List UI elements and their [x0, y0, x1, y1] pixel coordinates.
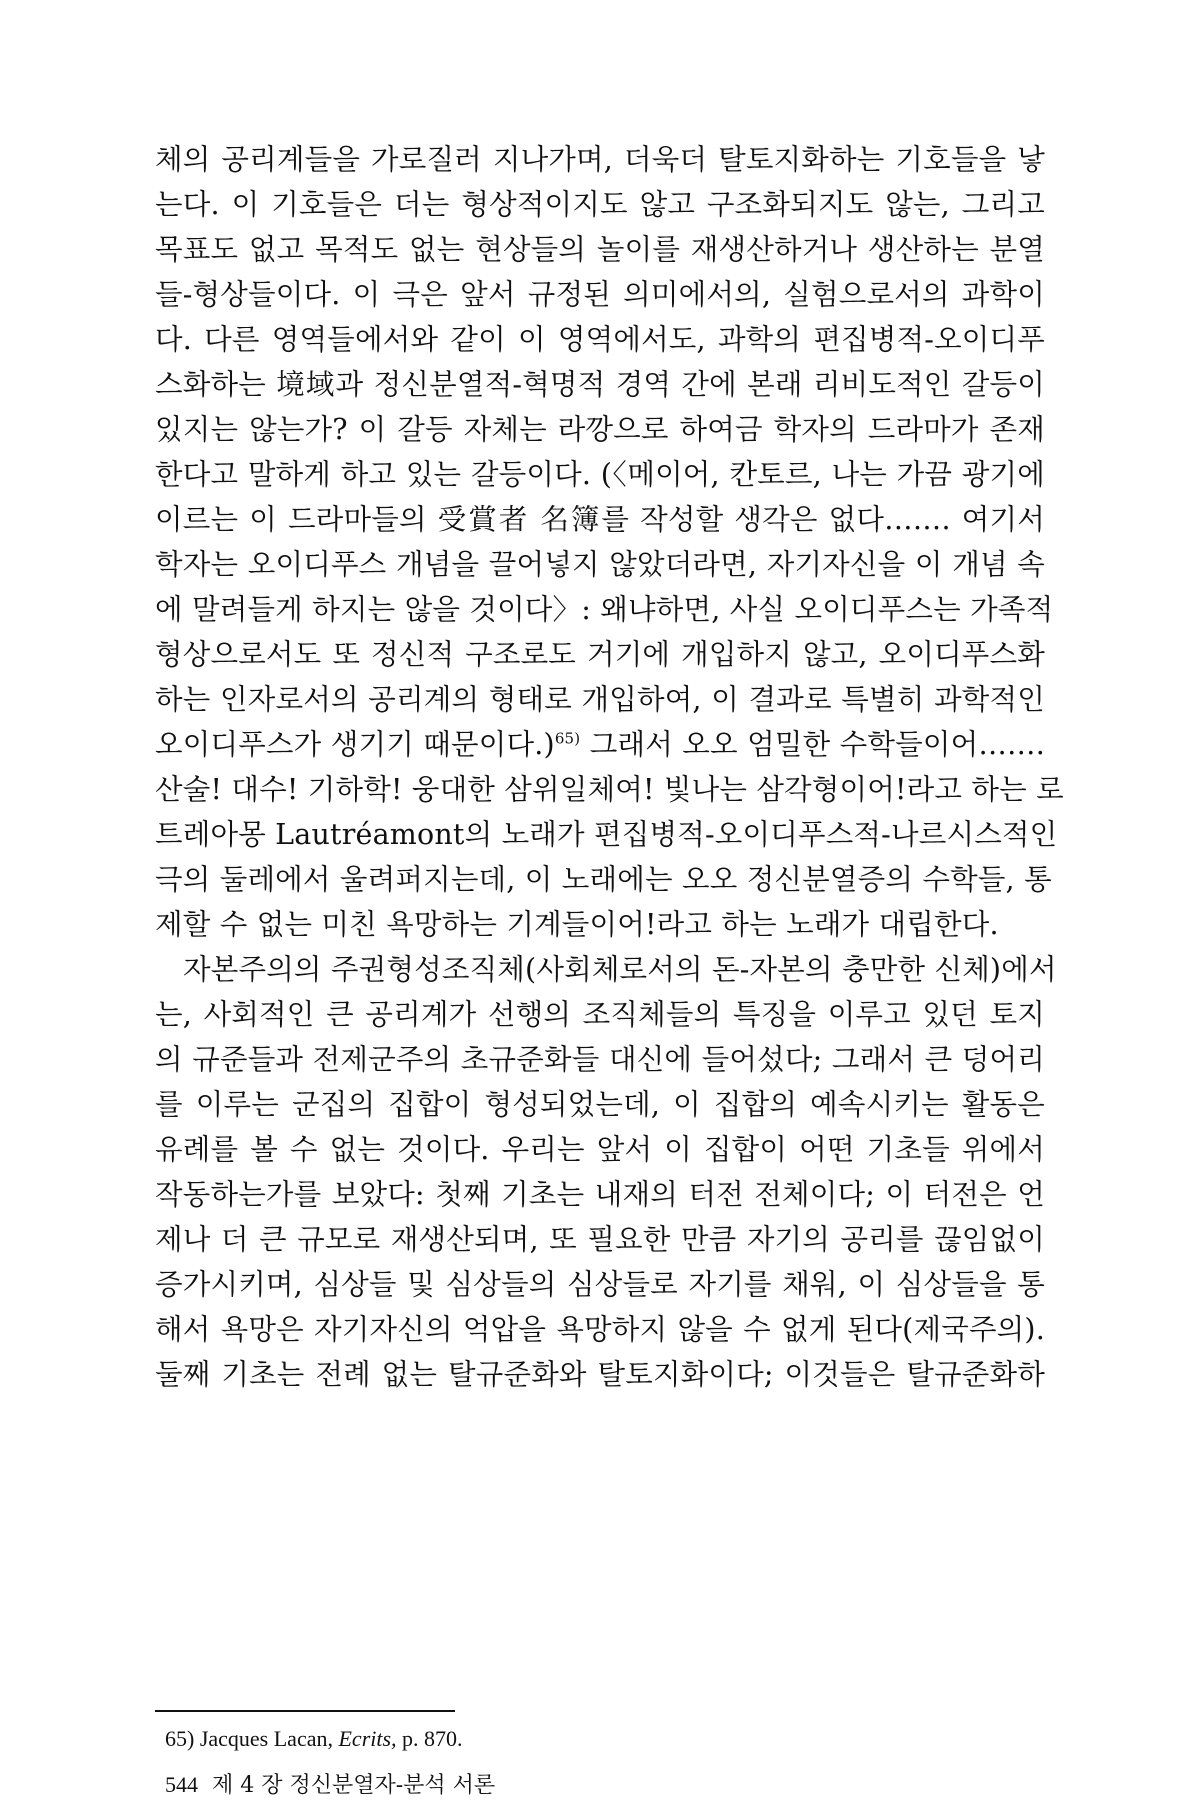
text-line: 의 규준들과 전제군주의 초규준화들 대신에 들어섰다; 그래서 큰 덩어리 — [155, 1043, 1045, 1076]
text-line: 형상으로서도 또 정신적 구조로도 거기에 개입하지 않고, 오이디푸스화 — [155, 638, 1045, 671]
text-line: 들-형상들이다. 이 극은 앞서 규정된 의미에서의, 실험으로서의 과학이 — [155, 278, 1045, 311]
text-line: 는, 사회적인 큰 공리계가 선행의 조직체들의 특징을 이루고 있던 토지 — [155, 998, 1045, 1031]
running-footer — [165, 1772, 495, 1798]
text-line: 둘째 기초는 전례 없는 탈규준화와 탈토지화이다; 이것들은 탈규준화하 — [155, 1358, 1045, 1391]
page-number: 544 — [165, 1772, 198, 1797]
text-line: 다. 다른 영역들에서와 같이 이 영역에서도, 과학의 편집병적-오이디푸 — [155, 323, 1045, 356]
text-line: 를 이루는 군집의 집합이 형성되었는데, 이 집합의 예속시키는 활동은 — [155, 1088, 1045, 1121]
text-line: 스화하는 境域과 정신분열적-혁명적 경역 간에 본래 리비도적인 갈등이 — [155, 368, 1045, 401]
text-line: 자본주의의 주권형성조직체(사회체로서의 돈-자본의 충만한 신체)에서 — [183, 953, 1057, 986]
text-line: 해서 욕망은 자기자신의 억압을 욕망하지 않을 수 없게 된다(제국주의). — [155, 1313, 1045, 1346]
text-line: 하는 인자로서의 공리계의 형태로 개입하여, 이 결과로 특별히 과학적인 — [155, 683, 1045, 716]
text-line: 트레아몽 Lautréamont의 노래가 편집병적-오이디푸스적-나르시스적인 — [155, 818, 1058, 851]
text-line: 는다. 이 기호들은 더는 형상적이지도 않고 구조화되지도 않는, 그리고 — [155, 188, 1045, 221]
footnote-author: Jacques Lacan, — [199, 1726, 333, 1751]
text-line: 에 말려들게 하지는 않을 것이다〉: 왜냐하면, 사실 오이디푸스는 가족적 — [155, 593, 1054, 626]
text-line: 작동하는가를 보았다: 첫째 기초는 내재의 터전 전체이다; 이 터전은 언 — [155, 1178, 1045, 1211]
chapter-title: 제 4 장 정신분열자-분석 서론 — [212, 1773, 496, 1798]
text-line: 한다고 말하게 하고 있는 갈등이다. (〈메이어, 칸토르, 나는 가끔 광기에 — [155, 458, 1045, 491]
text-segment: 그래서 오오 엄밀한 수학들이어……. — [589, 728, 1045, 761]
text-line: 유례를 볼 수 없는 것이다. 우리는 앞서 이 집합이 어떤 기초들 위에서 — [155, 1133, 1045, 1166]
text-line: 증가시키며, 심상들 및 심상들의 심상들로 자기를 채워, 이 심상들을 통 — [155, 1268, 1045, 1301]
text-line: 제할 수 없는 미친 욕망하는 기계들이어!라고 하는 노래가 대립한다. — [155, 908, 999, 941]
text-segment: 오이디푸스가 생기기 때문이다.) — [155, 728, 555, 761]
footnote-reference: 65) — [554, 729, 581, 748]
text-line: 이르는 이 드라마들의 受賞者 名簿를 작성할 생각은 없다……. 여기서 — [155, 503, 1045, 536]
text-line: 체의 공리계들을 가로질러 지나가며, 더욱더 탈토지화하는 기호들을 낳 — [155, 143, 1045, 176]
text-line: 극의 둘레에서 울려퍼지는데, 이 노래에는 오오 정신분열증의 수학들, 통 — [155, 863, 1052, 896]
text-line-with-note — [155, 722, 1045, 767]
text-line: 목표도 없고 목적도 없는 현상들의 놀이를 재생산하거나 생산하는 분열 — [155, 233, 1045, 266]
text-line: 제나 더 큰 규모로 재생산되며, 또 필요한 만큼 자기의 공리를 끊임없이 — [155, 1223, 1045, 1256]
footnote-title: Ecrits, — [338, 1726, 397, 1751]
footnote — [165, 1726, 463, 1752]
text-line: 학자는 오이디푸스 개념을 끌어넣지 않았더라면, 자기자신을 이 개념 속 — [155, 548, 1045, 581]
text-line: 산술! 대수! 기하학! 웅대한 삼위일체여! 빛나는 삼각형이어!라고 하는 로 — [155, 773, 1064, 806]
text-line: 있지는 않는가? 이 갈등 자체는 라깡으로 하여금 학자의 드라마가 존재 — [155, 413, 1045, 446]
footnote-number: 65) — [165, 1726, 195, 1751]
footnote-page: p. 870. — [402, 1726, 463, 1751]
footnote-divider — [155, 1710, 455, 1712]
body-text — [155, 137, 1064, 1397]
